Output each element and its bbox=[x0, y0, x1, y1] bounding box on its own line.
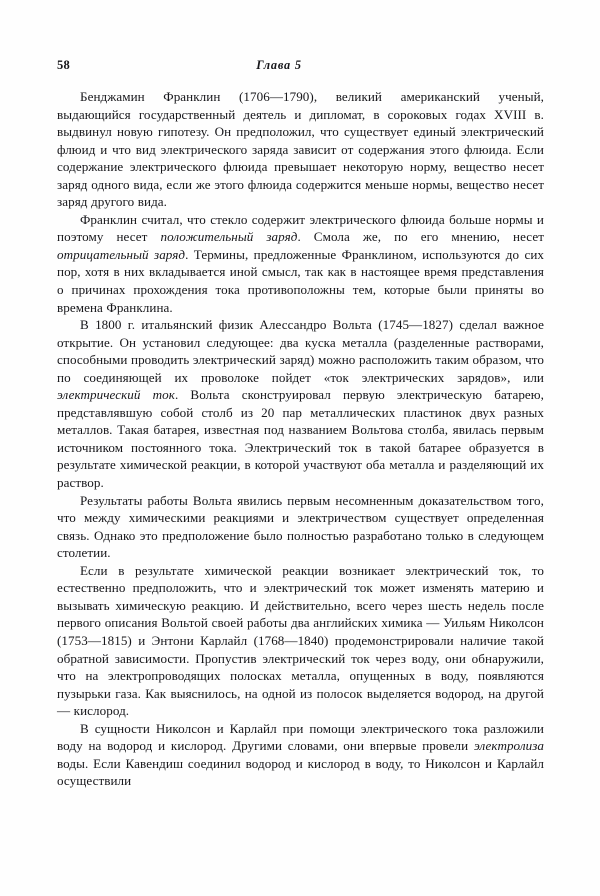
text-run: . Термины, предложенные Франклином, используются до сих пор, хотя в них вкладывается иной смысл, так как в настоящее время представления о причинах прохождения тока противоположны тем, которые были приняты во времена Франклина. bbox=[57, 246, 544, 315]
emphasized-term: положительный заряд bbox=[160, 229, 298, 245]
body-text-block bbox=[57, 88, 544, 790]
paragraph bbox=[57, 720, 544, 790]
paragraph bbox=[57, 316, 544, 491]
paragraph bbox=[57, 562, 544, 720]
text-run: Если в результате химической реакции возникает электрический ток, то естественно предположить, что и электрический ток может изменять материю и вызывать химическую реакцию. И действительно, всего через шесть недель после первого описания Вольтой своей работы два английских химика — Уильям Николсон (1753—1815) и Энтони Карлайл (1768—1840) продемонстрировали наличие такой обратной зависимости. Пропустив электрический ток через воду, они обнаружили, что на электропроводящих полосках металла, опущенных в воду, появляются пузырьки газа. Как выяснилось, на одной из полосок выделяется водород, на другой — кислород. bbox=[57, 562, 544, 719]
text-run: В сущности Николсон и Карлайл при помощи электрического тока разложили воду на водород и кислород. Другими словами, они впервые провели bbox=[57, 720, 544, 754]
emphasized-term: электролиза bbox=[473, 738, 544, 754]
emphasized-term: отрицательный заряд bbox=[57, 246, 186, 262]
paragraph bbox=[57, 211, 544, 316]
paragraph bbox=[57, 492, 544, 562]
chapter-title: Глава 5 bbox=[256, 58, 302, 72]
text-run: . Смола же, по его мнению, несет bbox=[297, 229, 544, 245]
paragraph bbox=[57, 88, 544, 211]
text-run: воды. Если Кавендиш соединил водород и кислород в воду, то Николсон и Карлайл осуществили bbox=[57, 755, 544, 789]
running-head bbox=[57, 57, 543, 75]
page-number: 58 bbox=[57, 58, 70, 72]
text-run: . Вольта сконструировал первую электрическую батарею, представлявшую собой столб из 20 пар металлических пластинок двух разных металлов. Такая батарея, известная под названием Вольтова столба, явилась первым источником постоянного тока. Электрический ток в такой батарее образуется в результате химической реакции, в которой участвуют оба металла и разделяющий их раствор. bbox=[57, 387, 544, 491]
text-run: Результаты работы Вольта явились первым несомненным доказательством того, что между химическими реакциями и электричеством существует определенная связь. Однако это предположение было полностью разработано только в следующем столетии. bbox=[57, 492, 544, 561]
emphasized-term: электрический ток bbox=[57, 387, 175, 403]
text-run: В 1800 г. итальянский физик Алессандро Вольта (1745—1827) сделал важное открытие. Он установил следующее: два куска металла (разделенные растворами, способными проводить электрический заряд) можно расположить таким образом, что по соединяющей их проволоке пойдет «ток электрических зарядов», или bbox=[57, 317, 544, 385]
text-run: Бенджамин Франклин (1706—1790), великий американский ученый, выдающийся государственный деятель и дипломат, в сороковых годах XVIII в. выдвинул новую гипотезу. Он предположил, что существует единый электрический флюид и что вид электрического заряда зависит от содержания этого флюида. Если содержание электрического флюида превышает некоторую норму, вещество несет заряд одного вида, если же этого флюида содержится меньше нормы, вещество несет заряд другого вида. bbox=[57, 89, 544, 210]
text-run: Франклин считал, что стекло содержит электрического флюида больше нормы и поэтому несет bbox=[57, 211, 544, 245]
